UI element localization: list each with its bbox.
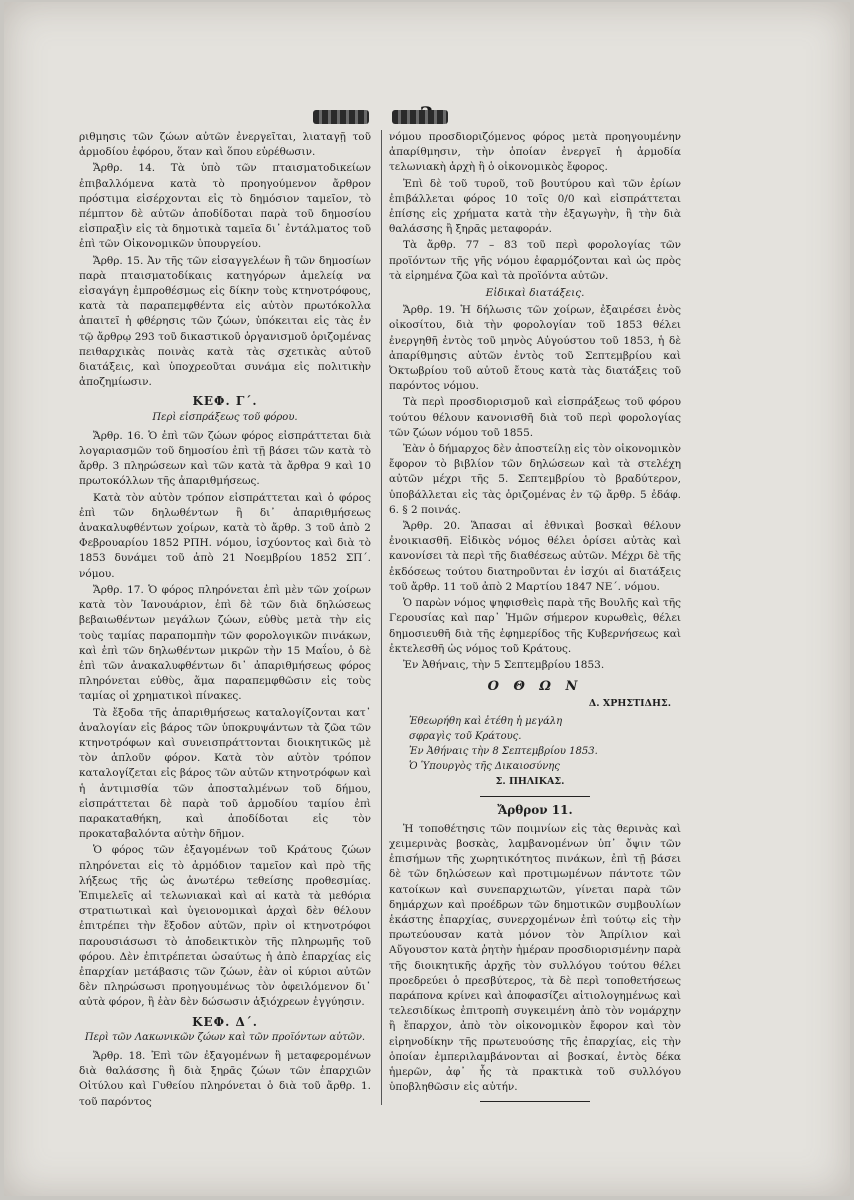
paragraph: νόμου προσδιοριζόμενος φόρος μετὰ προηγουμένην ἀπαρίθμησιν, τὴν ὁποίαν ἐνεργεῖ ἡ ἁρμοδία τελωνιακὴ ἀρχὴ ἢ ὁ οἰκονομικὸς ἔφορος. xyxy=(389,131,681,174)
paragraph: Ὁ παρὼν νόμος ψηφισθεὶς παρὰ τῆς Βουλῆς καὶ τῆς Γερουσίας καὶ παρ᾽ Ἡμῶν σήμερον κυρωθεὶς, θέλει δημοσιευθῆ διὰ τῆς ἐφημερίδος τῆς Κυβερνήσεως καὶ ἐκτελεσθῆ ὡς νόμος τοῦ Κράτους. xyxy=(389,597,681,655)
article-16: Ἄρθρ. 16. Ὁ ἐπὶ τῶν ζώων φόρος εἰσπράττεται διὰ λογαριασμῶν τοῦ δημοσίου ἐπὶ τῇ βάσει τῶν κατὰ τὸ ἄρθρ. 3 πληρώσεων καὶ τῶν κατὰ τὰ ἄρθρα 9 καὶ 10 πρωτοκόλλων τῆς ἀπαριθμήσεως. xyxy=(79,429,371,488)
seal-line: Ἐν Ἀθήναις τὴν 8 Σεπτεμβρίου 1853. xyxy=(409,745,598,757)
article-14: Ἄρθρ. 14. Τὰ ὑπὸ τῶν πταισματοδικείων ἐπιβαλλόμενα κατὰ τὸ προηγούμενον ἄρθρον πρόστιμα εἰσέρχονται εἰς τὸ δημόσιον ταμεῖον, τὸ πέμπτον δὲ αὐτῶν ἀποδίδοται παρὰ τοῦ δημοσίου εἰσπραξὶν εἰς τὰ δημοτικὰ ταμεῖα δι᾽ ἐντάλματος τοῦ ἐπὶ τῶν Οἰκονομικῶν ὑπουργείου. xyxy=(79,162,371,251)
right-column xyxy=(389,130,681,1108)
seal-line: Ὁ Ὑπουργὸς τῆς Δικαιοσύνης xyxy=(409,761,560,773)
divider-rule xyxy=(480,796,590,797)
article-15: Ἄρθρ. 15. Ἀν τῆς τῶν εἰσαγγελέων ἢ τῶν δημοσίων παρὰ πταισματοδίκαις κατηγόρων ἀμελείᾳ να εἰσαγάγη ἐμπροθέσμως εἰς δίκην τοὺς κτηνοτρόφους, κατὰ τὰ παραπεμφθέντα εἰς αὐτὸν πρωτόκολλα ἀπαιτεῖ ἡ φθέρησις τῶν ζώων, ὑπόκειται εἰς τὰς ἐν τῷ ἄρθρῳ 293 τοῦ δικαστικοῦ ὀργανισμοῦ ὁριζομένας πειθαρχικὰς ποινὰς κατὰ τὰς σχετικὰς αὐτοῦ διατάξεις, καὶ ὑποχρεοῦται συνάμα εἰς πολιτικὴν ἀποζημίωσιν. xyxy=(79,254,371,389)
left-column xyxy=(79,130,371,1111)
chapter-heading: ΚΕΦ. Γ΄. xyxy=(192,394,258,409)
date-line: Ἐν Ἀθήναις, τὴν 5 Σεπτεμβρίου 1853. xyxy=(403,658,605,671)
chapter-subtitle: Περὶ τῶν Λακωνικῶν ζώων καὶ τῶν προϊόντων αὐτῶν. xyxy=(84,1031,366,1043)
minister-signature: Δ. ΧΡΗΣΤΙΔΗΣ. xyxy=(588,698,671,710)
article-heading: Ἄρθρον 11. xyxy=(497,802,573,817)
seal-line: Ἐθεωρήθη καὶ ἐτέθη ἡ μεγάλη xyxy=(409,715,563,727)
paragraph: Ὁ φόρος τῶν ἐξαγομένων τοῦ Κράτους ζώων πληρόνεται εἰς τὸ ἁρμόδιον ταμεῖον καὶ πρὸ τῆς λήξεως τῆς ὡς ἀνωτέρω τεθείσης προθεσμίας. Ἐπιμελεῖς αἱ τελωνιακαὶ καὶ αἱ κατὰ τὰ μεθόρια στρατιωτικαὶ καὶ ὑγειονομικαὶ ἀρχαὶ δὲν θέλουν ἐπιτρέπει τὴν ἔξοδον αὐτῶν, πρὶν οἱ κτηνοτρόφοι παρουσιάσωσι τὸ ἀποδεικτικὸν τῆς πληρωμῆς τοῦ φόρου. Δὲν ἐπιτρέπεται ὡσαύτως ἡ ἀπὸ ἐπαρχίας εἰς ἐπαρχίαν μετάβασις τῶν ζώων, ἐὰν οἱ κύριοι αὐτῶν δὲν πληρώσωσι προηγουμένως τὸν ὀφειλόμενον δι᾽ αὐτὰ φόρον, ἢ ἐὰν δὲν δώσωσιν ἀξιόχρεων ἐγγύησιν. xyxy=(79,844,371,1009)
paragraph: Ἐπὶ δὲ τοῦ τυροῦ, τοῦ βουτύρου καὶ τῶν ἐρίων ἐπιβάλλεται φόρος 10 τοῖς 0/0 καὶ εἰσπράττεται ἐπίσης εἰς χρήματα κατὰ τὴν ἐξαγωγὴν, ἢ τὴν διὰ θαλάσσης ἢ ξηρᾶς μεταφοράν. xyxy=(389,177,681,236)
paragraph: Κατὰ τὸν αὐτὸν τρόπον εἰσπράττεται καὶ ὁ φόρος ἐπὶ τῶν δηλωθέντων ἢ δι᾽ ἀπαριθμήσεως ἀνακαλυφθέντων χοίρων, κατὰ τὸ ἄρθρ. 3 τοῦ ἀπὸ 2 Φεβρουαρίου 1852 ΡΠΗ. νόμου, ἰσχύοντος καὶ διὰ τὸ 1853 δυνάμει τοῦ ἀπὸ 21 Νοεμβρίου 1852 ΣΠ΄. νόμου. xyxy=(79,491,371,580)
paragraph: ριθμησις τῶν ζώων αὐτῶν ἐνεργεῖται, λιαταγῇ τοῦ ἁρμοδίου ἐφόρου, ὅταν καὶ ὅπου εὑρέθωσιν. xyxy=(79,131,371,159)
column-divider xyxy=(381,130,382,1105)
article-17: Ἄρθρ. 17. Ὁ φόρος πληρόνεται ἐπὶ μὲν τῶν χοίρων κατὰ τὸν Ἰανουάριον, ἐπὶ δὲ τῶν διὰ δηλώσεως βεβαιωθέντων μεγάλων ζώων, εὐθὺς μετὰ τὴν εἰς τοὺς ταμίας παραπομπὴν τῶν φορολογικῶν πινάκων, καὶ ἐπὶ τῶν δηλωθέντων μικρῶν τὴν 15 Μαΐου, ὁ δὲ ἐπὶ τῶν ἀνακαλυφθέντων δι᾽ ἀπαριθμήσεως φόρος πληρόνεται εὐθὺς, ἅμα παραπεμφθῶσιν εἰς τοὺς ταμίας οἱ χρηματικοὶ πίνακες. xyxy=(79,583,371,703)
minister-signature: Σ. ΠΗΛΙΚΑΣ. xyxy=(495,776,565,788)
paragraph: Τὰ ἄρθρ. 77 – 83 τοῦ περὶ φορολογίας τῶν προϊόντων τῆς γῆς νόμου ἐφαρμόζονται καὶ ὡς πρὸς τὰ εἰρημένα ζῶα καὶ τὰ προϊόντα αὐτῶν. xyxy=(389,239,681,282)
paragraph: Ἐὰν ὁ δήμαρχος δὲν ἀποστείλῃ εἰς τὸν οἰκονομικὸν ἔφορον τὸ βιβλίον τῶν δηλώσεων καὶ τὰ στελέχη αὐτῶν μέχρι τῆς 5. Σεπτεμβρίου τὸ βραδύτερον, ὑποβάλλεται εἰς τὰς ὁριζομένας ἐν τῷ ἄρθρ. 5 ἐδάφ. 6. § 2 ποινάς. xyxy=(389,443,681,516)
chapter-heading: ΚΕΦ. Δ΄. xyxy=(192,1014,258,1029)
king-signature: Ο Θ Ω Ν xyxy=(487,679,583,695)
seal-line: σφραγὶς τοῦ Κράτους. xyxy=(409,730,522,742)
section-heading: Εἰδικαὶ διατάξεις. xyxy=(485,287,585,300)
article-20: Ἄρθρ. 20. Ἅπασαι αἱ ἐθνικαὶ βοσκαὶ θέλουν ἐνοικιασθῆ. Εἰδικὸς νόμος θέλει ὁρίσει αὐτὰς καὶ κανονίσει τὰ περὶ τῆς διαθέσεως αὐτῶν. Μέχρι δὲ τῆς ἐκδόσεως τούτου διατηροῦνται ἐν ἰσχύι αἱ διατάξεις τοῦ ἄρθρ. 11 τοῦ ἀπὸ 2 Μαρτίου 1847 ΝΕ΄. νόμου. xyxy=(389,520,681,593)
right-ornament xyxy=(392,110,448,124)
article-19: Ἄρθρ. 19. Ἡ δήλωσις τῶν χοίρων, ἐξαιρέσει ἑνὸς οἰκοσίτου, διὰ τὴν φορολογίαν τοῦ 1853 θέλει ἐνεργηθῆ ἐντὸς τοῦ μηνὸς Αὐγούστου τοῦ 1853, ἡ δὲ ἀπαρίθμησις αὐτῶν ἐντὸς τοῦ Σεπτεμβρίου καὶ Ὀκτωβρίου τοῦ αὐτοῦ ἔτους κατὰ τὰς διατάξεις τοῦ παρόντος νόμου. xyxy=(389,304,681,393)
paragraph: Τὰ περὶ προσδιορισμοῦ καὶ εἰσπράξεως τοῦ φόρου τούτου θέλουν κανονισθῆ διὰ τοῦ περὶ φορολογίας τῶν ζώων νόμου τοῦ 1855. xyxy=(389,396,681,439)
chapter-subtitle: Περὶ εἰσπράξεως τοῦ φόρου. xyxy=(152,411,298,423)
article-18: Ἄρθρ. 18. Ἐπὶ τῶν ἐξαγομένων ἢ μεταφερομένων διὰ θαλάσσης ἢ διὰ ξηρᾶς ζώων τῶν ἐπαρχιῶν Οἰτύλου καὶ Γυθείου πληρόνεται ὁ διὰ τοῦ ἄρθρ. 1. τοῦ παρόντος xyxy=(79,1049,371,1108)
article-11-text: Ἡ τοποθέτησις τῶν ποιμνίων εἰς τὰς θερινὰς καὶ χειμερινὰς βοσκὰς, λαμβανομένων ὑπ᾽ ὄψιν τῶν ἐπισήμων τῆς χωρητικότητος πινάκων, ἐπὶ τῇ βάσει δὲ τῶν δηλώσεων καὶ προτιμωμένων πάντοτε τῶν κατοίκων καὶ συνεπαρχιωτῶν, γίνεται παρὰ τῶν δημάρχων καὶ προέδρων τῶν δημοτικῶν συμβουλίων ἑκάστης ἐπαρχίας, συνερχομένων ἐπὶ τούτῳ εἰς τὴν πρωτεύουσαν κατὰ μόνον τὸν Ἀπρίλιον καὶ Αὔγουστον κατὰ ῥητὴν ἡμέραν προσδιορισμένην παρὰ τῆς διοικητικῆς ἀρχῆς τὸν συλλόγου τούτου θέλει προεδρεύει ὁ πρεσβύτερος, τὰ δὲ περὶ τοποθετήσεως παράπονα κρίνει καὶ ἀποφασίζει αἰτιολογημένως καὶ τελεσιδίκως ἐπιτροπὴ συγκειμένη ἀπὸ τὸν νομάρχην ἢ ἔπαρχον, ἀπὸ τὸν οἰκονομικὸν ἔφορον καὶ τὸν εἰρηνοδίκην τῆς πρωτευούσης τῆς ἐπαρχίας, εἰς τὴν ὁποίαν ἐμπεριλαμβάνονται αἱ βοσκαί, ἐντὸς δέκα ἡμερῶν, ἀφ᾽ ἧς τὰ πρακτικὰ τοῦ συλλόγου ὑποβληθῶσιν εἰς αὐτήν. xyxy=(389,822,681,1094)
paragraph: Τὰ ἔξοδα τῆς ἀπαριθμήσεως καταλογίζονται κατ᾽ ἀναλογίαν εἰς βάρος τῶν ὑποκρυψάντων τὰ ζῶα τῶν κτηνοτρόφων καὶ συνεισπράττονται διοικητικῶς μὲ τὸν ἁπλοῦν φόρον. Κατὰ τὸν αὐτὸν τρόπον καταλογίζεται εἰς βάρος τῶν αὐτῶν κτηνοτρόφων καὶ ἡ ἀντιμισθία τῶν ἀποσταλμένων τοῦ δήμου, εἰσπράττεται δὲ παρὰ τοῦ ἁρμοδίου ταμίου ἐπὶ παρακαταθήκη, καὶ ἀποδίδοται εἰς τὸν προκαταβαλόντα αὐτὴν δῆμον. xyxy=(79,706,371,841)
divider-rule xyxy=(480,1101,590,1102)
